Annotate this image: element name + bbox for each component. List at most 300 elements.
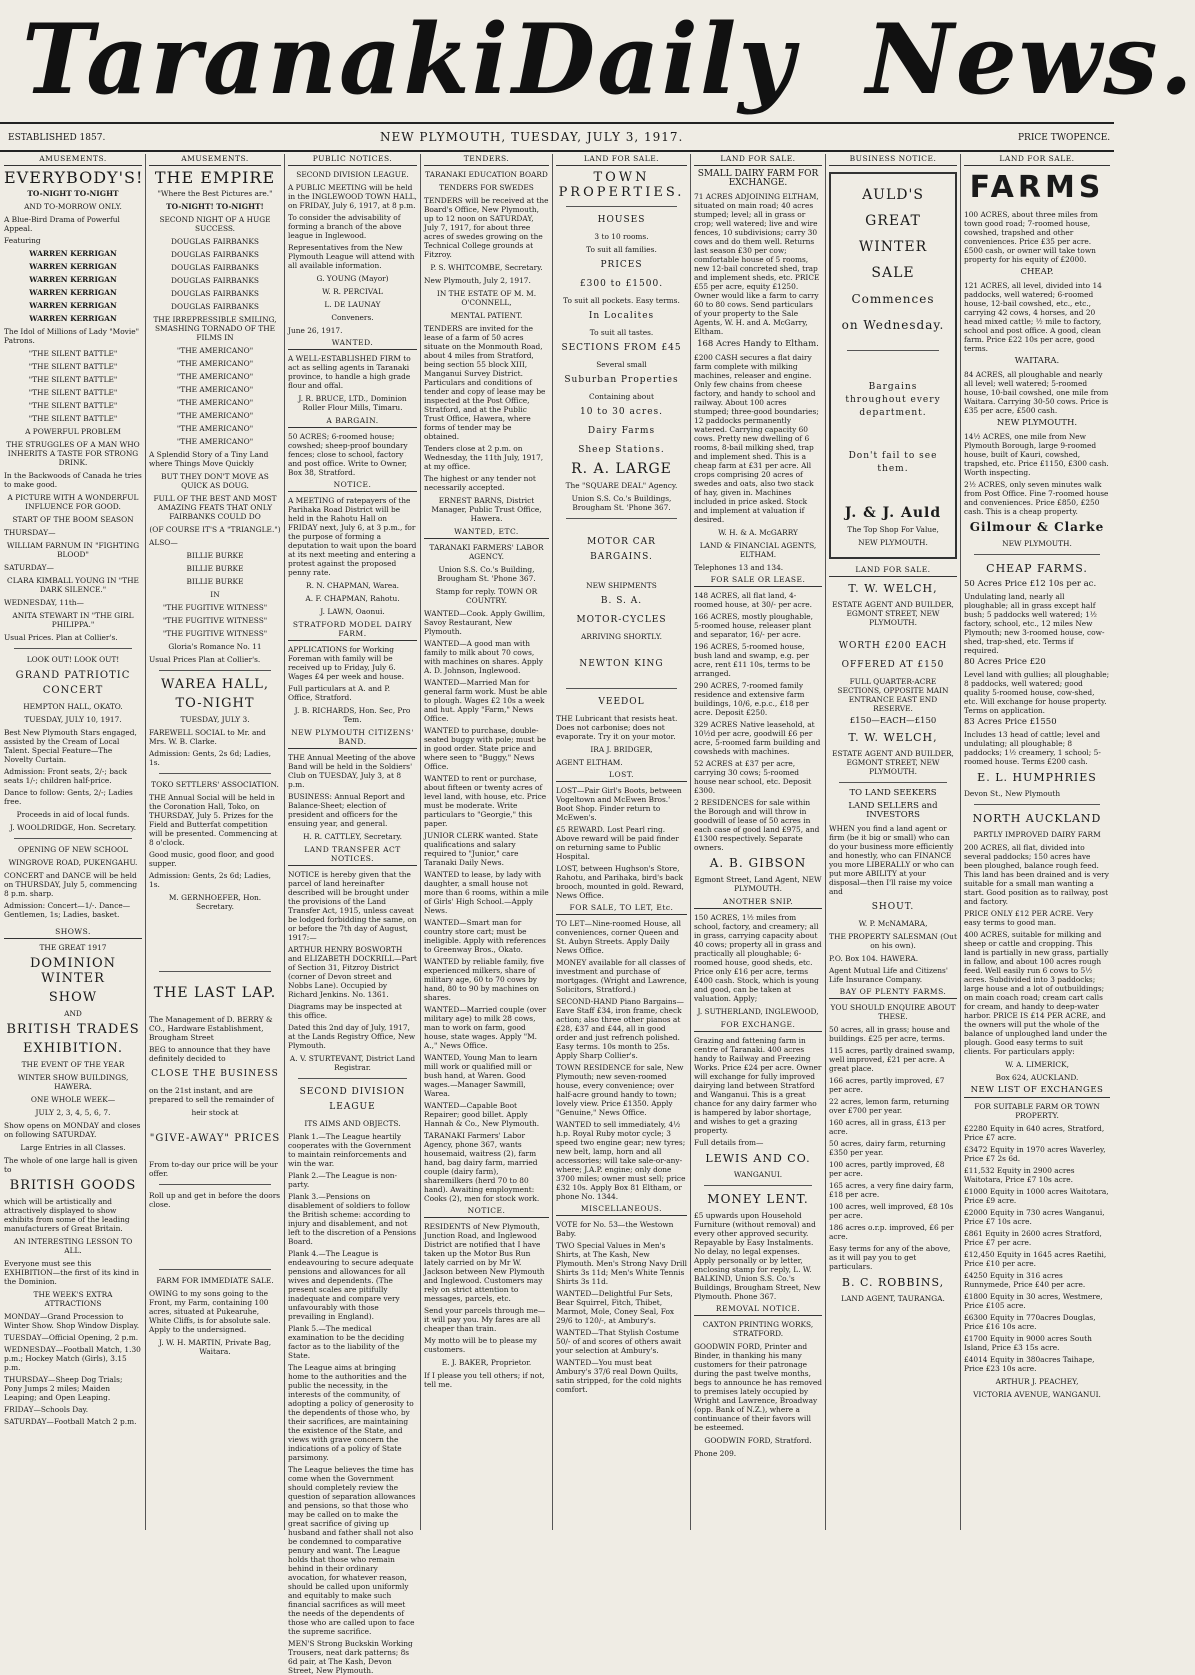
warea: WAREA HALL, [160, 677, 270, 692]
goodwin: GOODWIN FORD, Printer and Binder, in thanking his many customers for their patronage during the past twelve months, begs to announce he has removed to premises lately occupied by Wright and Lawrence, Broadway (opp. Bank of N.Z.), where a continuance of their favors will be esteemed. [694, 1342, 822, 1432]
tonight2: TO-NIGHT [175, 696, 255, 711]
splendid: A Splendid Story of a Tiny Land where Things Move Quickly [149, 450, 269, 468]
bay-heading: BAY OF PLENTY FARMS. [829, 987, 957, 999]
exchange-listing: £2280 Equity in 640 acres, Stratford, Price £7 acre. [964, 1124, 1105, 1142]
robbins2: LAND AGENT, TAURANGA. [841, 1294, 945, 1303]
several: Several small [596, 360, 647, 369]
percival: W. R. PERCIVAL [322, 287, 383, 296]
applications: APPLICATIONS for Working Foreman with family will be received up to Friday, July 6. Wages £4 per week and house. [288, 645, 404, 681]
exchange-listing: £4250 Equity in 316 acres Runnymede, Price £40 per acre. [964, 1271, 1086, 1289]
star-name: WARREN KERRIGAN [29, 314, 117, 323]
auld6: on Wednesday. [841, 318, 945, 332]
tastes: To suit all tastes. [589, 328, 654, 337]
houses: HOUSES [597, 215, 646, 225]
hall-given: The whole of one large hall is given to [4, 1156, 138, 1174]
and: AND [64, 1009, 82, 1018]
partly: PARTLY IMPROVED DAIRY FARM [973, 830, 1101, 839]
farewell: FAREWELL SOCIAL to Mr. and Mrs. W. B. Clarke. [149, 728, 266, 746]
british: BRITISH TRADES [6, 1022, 140, 1037]
square: The "SQUARE DEAL" Agency. [565, 481, 678, 490]
close: CLOSE THE BUSINESS [151, 1069, 279, 1079]
details: Full details from— [694, 1138, 764, 1147]
cash200: £200 CASH secures a flat dairy farm complete with milking machines, releaser and engine. Only few chains from cheese factory, and handy to school and railway. About 100 acres stumped; three-good boundaries; 12 paddocks permanently watered. Carrying capacity 60 cows. Pretty new dwelling of 6 rooms, 8-bail milking shed, trap and implement shed. This is a cheap farm at £31 per acre. All crops comprising 20 acres of swedes and oats, also two stack of hay, given in. Machines included in price asked. Stock and implement at valuation if desired. [694, 353, 819, 524]
a329: 329 ACRES Native leasehold, at 10½d per acre, goodwill £6 per acre, 5-roomed farm building and cowsheds with machines. [694, 720, 821, 756]
exchange-listing: £6300 Equity in 770acres Douglas, Price £16 10s acre. [964, 1313, 1096, 1331]
newlist-heading: NEW LIST OF EXCHANGES [964, 1086, 1110, 1098]
c80t: Level land with gullies; all ploughable; 8 paddocks, well watered; good quality 5-roomed house, cow-shed, etc. Will exchange for house property. Terms on application. [964, 670, 1110, 715]
struggles: THE STRUGGLES OF A MAN WHO INHERITS A TASTE FOR STRONG DRINK. [6, 440, 140, 467]
gloria: Gloria's Romance No. 11 [168, 642, 262, 651]
limerick: W. A. LIMERICK, [1005, 1060, 1069, 1069]
tonight: TO-NIGHT! TO-NIGHT! [166, 202, 264, 211]
thu: THURSDAY—Sheep Dog Trials; Pony Jumps 2 miles; Maiden Leaping; and Open Leaping. [4, 1375, 123, 1402]
film-title: "THE AMERICANO" [176, 424, 254, 433]
exchange-listing: £1800 Equity in 30 acres, Westmere, Price £105 acre. [964, 1292, 1103, 1310]
in: IN [210, 590, 220, 599]
admission2: Admission: Concert—1/-. Dance—Gentlemen, 1s; Ladies, basket. [4, 901, 131, 919]
a400: 400 ACRES, suitable for milking and sheep or cattle and cropping. This land is partially in new grass, partially in fallow, and about 100 acres rough feed. Well easily run 6 cows to 5½ acres. Subdivided into 3 paddocks; large house and a lot of outbuildings; on main coach road; cream cart calls for cream, and handy to deep-water harbor. PRICE IS £14 PER ACRE, and the owners will put the whole of the balance of unploughed land under the plough. Good easy terms to suit clients. For particulars apply: [964, 930, 1109, 1056]
farmers: TARANAKI Farmers' Labor Agency, phone 367, wants housemaid, waitress (2), farm hand, bag dairy farm, married couple (dairy farm), sharemilkers (herd 70 to 80 hand). Awaiting employment: Cooks (2), men for stock work. [424, 1131, 540, 1203]
fiveup: £5 upwards upon Household Furniture (without removal) and every other approved security. Repayable by Easy Instalments. No delay, no legal expenses. Apply personally or by letter, enclosing stamp for reply, L. W. BALKIND, Union S.S. Co.'s Buildings, Brougham Street, New Plymouth. Phone 367. [694, 1211, 821, 1301]
residence: TOWN RESIDENCE for sale, New Plymouth; new seven-roomed house, every convenience; over half-acre ground handy to town; lovely view. Price £1350. Apply "Genuine," News Office. [556, 1063, 684, 1117]
smiling: THE IRREPRESSIBLE SMILING, SMASHING TORNADO OF THE FILMS IN [153, 315, 277, 342]
column-land-for-sale-2 [694, 154, 822, 1530]
gernhoefer: M. GERNHOEFER, Hon. Secretary. [168, 893, 262, 911]
star-name: DOUGLAS FAIRBANKS [171, 289, 259, 298]
board: TARANAKI EDUCATION BOARD [425, 170, 548, 179]
lastlap: THE LAST LAP. [153, 985, 277, 1001]
opening: OPENING OF NEW SCHOOL [17, 845, 129, 854]
exhibition: EXHIBITION. [22, 1041, 124, 1056]
gibson-addr: Egmont Street, Land Agent, NEW PLYMOUTH. [694, 875, 822, 893]
a14: 14½ ACRES, one mile from New Plymouth Borough, large 9-roomed house, built of Kauri, cowshed, trapshed, etc. Price £1150, £300 cash. Worth inspecting. [964, 432, 1109, 477]
pair: LOST—Pair Girl's Boots, between Vogeltown and McEwen Bros.' Boot Shop. Finder return to McEwen's. [556, 786, 682, 822]
c80: 80 Acres Price £20 [964, 657, 1046, 667]
c50t: Undulating land, nearly all ploughable; all in grass except half bush; 5 paddocks well watered; 1½ factory, school, etc., 12 miles New Plymouth; new 3-roomed house, cow-shed, trap-shed, etc. Terms if required. [964, 592, 1105, 655]
masthead-word-news: News. [866, 3, 1195, 116]
a196: 196 ACRES, 5-roomed house, bush land and swamp, e.g. per acre, rent £11 10s, terms to be arranged. [694, 642, 811, 678]
landsale-heading: LAND FOR SALE. [829, 565, 957, 577]
problem: A POWERFUL PROBLEM [25, 427, 121, 436]
bags: WANTED—Delightful Fur Sets, Bear Squirrel, Fitch, Thibet, Marmot, Mole, Coney Seal, Fox 29/6 to 120/-, at Ambury's. [556, 1289, 675, 1325]
residences: 2 RESIDENCES for sale within the Borough and will throw in goodwill of lease of 50 acres in each case of good land £975, and £1300 respectively. Separate owners. [694, 798, 820, 852]
music: Good music, good floor, and good supper. [149, 850, 275, 868]
lookout: LOOK OUT! LOOK OUT! [26, 655, 120, 664]
highest: The highest or any tender not necessarily accepted. [424, 474, 536, 492]
when: WHEN you find a land agent or firm (be it big or small) who can do your business more efficiently and honestly, who can FINANCE you more LIBERALLY or who can put more ABILITY at your disposal—then I'll raise my voice and [829, 824, 955, 896]
grazing: Grazing and fattening farm in centre of Taranaki. 400 acres handy to Railway and Freezing Works. Price £24 per acre. Owner will exchange for fully improved dairying land between Stratford and Wanganui. This is a great chance for any dairy farmer who is hampered by labor shortage, and wishes to get a grazing property. [694, 1036, 822, 1135]
masthead-word-taranaki: Taranaki [22, 3, 511, 116]
masthead [0, 0, 1195, 124]
lease2: WANTED to lease, by lady with daughter, a small house not more than 6 rooms, within a mile of Girls' High School.—Apply News. [424, 870, 549, 915]
motto: "Where the Best Pictures are." [157, 189, 273, 198]
bay-listing: 186 acres o.r.p. improved, £6 per acre. [829, 1223, 954, 1241]
a290: 290 ACRES, 7-roomed family residence and extensive farm buildings, 10/6, e.p.c., £18 per acre. Deposit £250. [694, 681, 809, 717]
farms: FARMS [969, 170, 1105, 205]
bay-listing: 22 acres, lemon farm, returning over £700 per year. [829, 1097, 950, 1115]
price12: PRICE ONLY £12 PER ACRE. Very easy terms to good man. [964, 909, 1094, 927]
from: From to-day our price will be your offer. [149, 1160, 278, 1178]
witness: "THE FUGITIVE WITNESS" [162, 603, 268, 612]
stamp: Stamp for reply. TOWN OR COUNTRY. [435, 587, 538, 605]
section-heading: LAND FOR SALE. [556, 154, 687, 166]
event: THE EVENT OF THE YEAR [21, 1060, 125, 1069]
veedol: VEEDOL [598, 697, 645, 707]
column-rule [825, 154, 826, 1530]
gibson: A. B. GIBSON [709, 856, 807, 870]
fail: Don't fail to see them. [848, 451, 938, 474]
saturday: SATURDAY— [4, 563, 54, 572]
bay-listing: 165 acres, a very fine dairy farm, £18 per acre. [829, 1181, 954, 1199]
bay-listing: 50 acres, dairy farm, returning £350 per year. [829, 1139, 946, 1157]
entries: Large Entries in all Classes. [20, 1143, 126, 1152]
married: WANTED—Married Man for general farm work. Must be able to plough. Wages £2 10s a week and hut. Apply "Farm," News Office. [424, 678, 548, 723]
specials: TWO Special Values in Men's Shirts, at The Kash, New Plymouth. Men's Strong Navy Drill Shirts 3s 11d; Men's White Tennis Shirts 3s 11d. [556, 1241, 688, 1286]
misc-heading: MISCELLANEOUS. [556, 1204, 687, 1216]
mustbe: WANTED—You must beat Ambury's 37/6 real Down Quilts, satin stripped, for the cold nights comfort. [556, 1358, 682, 1394]
second: SECOND NIGHT OF A HUGE SUCCESS. [159, 215, 271, 233]
moneylent: MONEY LENT. [707, 1192, 809, 1206]
rent: WANTED to rent or purchase, about fifteen or twenty acres of level land, with house, etc. Price must be moderate. Write particulars to "Georgie," this paper. [424, 774, 547, 828]
star-name: DOUGLAS FAIRBANKS [171, 276, 259, 285]
vote: VOTE for No. 53—the Westown Baby. [556, 1220, 674, 1238]
fri: FRIDAY—Schools Day. [4, 1405, 89, 1414]
annualmtg: THE Annual Meeting of the above Band will be held in the Soldiers' Club on TUESDAY, July 3, at 8 p.m. [288, 753, 416, 789]
consider: To consider the advisability of forming a branch of the above league in Inglewood. [288, 213, 402, 240]
hereby: NOTICE is hereby given that the parcel of land hereinafter described will be brought under the provisions of the Land Transfer Act, 1915, unless caveat be lodged forbidding the same, on or before the 7th day of August, 1917:— [288, 870, 417, 942]
week: ONE WHOLE WEEK— [30, 1095, 116, 1104]
wanted-heading: WANTED, ETC. [424, 527, 549, 539]
shows-heading: SHOWS. [4, 927, 142, 939]
worth: WORTH £200 EACH [838, 641, 948, 651]
suburban: Suburban Properties [564, 375, 679, 385]
star-name: WARREN KERRIGAN [29, 301, 117, 310]
milk: WANTED—A good man with family to milk about 70 cows, with machines on shares. Apply A. D. Johnson, Inglewood. [424, 639, 543, 675]
bargains: Bargains throughout every department. [845, 382, 941, 418]
peachey: ARTHUR J. PEACHEY, [995, 1377, 1079, 1386]
stewart: ANITA STEWART IN "THE GIRL PHILIPPA." [12, 611, 134, 629]
notice-heading: NOTICE. [288, 480, 417, 492]
seekers: TO LAND SEEKERS [849, 788, 937, 798]
hall: HEMPTON HALL, OKATO. [23, 702, 123, 711]
king: NEWTON KING [579, 659, 664, 669]
welch3: T. W. WELCH, [848, 731, 938, 744]
send: Send your parcels through me—it will pay you. My fares are all cheaper than train. [424, 1306, 546, 1333]
sellers: LAND SELLERS and INVESTORS [848, 801, 938, 820]
exchange-listing: £4014 Equity in 380acres Taihape, Price £23 10s acre. [964, 1355, 1095, 1373]
course: (OF COURSE IT'S A "TRIANGLE.") [149, 525, 281, 534]
film-title: "THE SILENT BATTLE" [28, 414, 118, 423]
section-heading: BUSINESS NOTICE. [829, 154, 957, 166]
film-title: "THE SILENT BATTLE" [28, 362, 118, 371]
bsa: B. S. A. [600, 596, 643, 606]
star-name: WARREN KERRIGAN [29, 262, 117, 271]
star-name: DOUGLAS FAIRBANKS [171, 250, 259, 259]
column-business-notice [829, 154, 957, 1530]
suitable: FOR SUITABLE FARM OR TOWN PROPERTY. [974, 1102, 1100, 1120]
burke: BILLIE BURKE [186, 564, 244, 573]
a148: 148 ACRES, all flat land, 4-roomed house, at 30/- per acre. [694, 591, 812, 609]
auld5: Commences [851, 292, 935, 306]
please: If I please you tell others; if not, tell me. [424, 1371, 545, 1389]
gilmour: Gilmour & Clarke [969, 520, 1105, 534]
salesman: THE PROPERTY SALESMAN (Out on his own). [829, 932, 957, 950]
robbins: B. C. ROBBINS, [841, 1276, 945, 1289]
particulars: Full particulars at A. and P. Office, Stratford. [288, 684, 391, 702]
column-rule [420, 154, 421, 1530]
bridger: IRA J. BRIDGER, [590, 745, 653, 754]
estate: IN THE ESTATE OF M. M. O'CONNELL, [436, 289, 537, 307]
suit: To suit all families. [586, 245, 657, 254]
concert-date: TUESDAY, JULY 10, 1917. [24, 715, 122, 724]
prices: Usual Prices. Plan at Collier's. [4, 633, 118, 642]
barns: ERNEST BARNS, District Manager, Public Trust Office, Hawera. [431, 496, 542, 523]
column-tenders [424, 154, 549, 1530]
section-heading: AMUSEMENTS. [149, 154, 281, 166]
top2: NEW PLYMOUTH. [858, 538, 928, 547]
film-title: "THE SILENT BATTLE" [28, 388, 118, 397]
reps: Representatives from the New Plymouth League will attend with all available information. [288, 243, 415, 270]
rollup: Roll up and get in before the doors close. [149, 1191, 281, 1209]
whitcombe: P. S. WHITCOMBE, Secretary. [430, 263, 543, 272]
jj: J. & J. Auld [844, 505, 942, 521]
bay-listing: 50 acres, all in grass; house and buildings. £25 per acre, terms. [829, 1025, 951, 1043]
motto: My motto will be to please my customers. [424, 1336, 537, 1354]
welch4: ESTATE AGENT AND BUILDER, EGMONT STREET, NEW PLYMOUTH. [832, 749, 954, 776]
annual: THE Annual Social will be held in the Coronation Hall, Toko, on THURSDAY, July 5. Prizes for the Field and Butterfat competition will be presented. Commencing at 8 o'clock. [149, 793, 278, 847]
film-title: "THE AMERICANO" [176, 346, 254, 355]
film-title: "THE SILENT BATTLE" [28, 349, 118, 358]
cheap: CHEAP. [1020, 267, 1054, 277]
shipments: NEW SHIPMENTS [586, 581, 657, 590]
model-heading: STRATFORD MODEL DAIRY FARM. [288, 620, 417, 641]
monday: MONDAY—Grand Procession to Winter Show. Shop Window Display. [4, 1312, 140, 1330]
idol: The Idol of Millions of Lady "Movie" Patrons. [4, 327, 139, 345]
cheapfarms: CHEAP FARMS. [986, 562, 1088, 575]
transfer-heading: LAND TRANSFER ACT NOTICES. [288, 845, 417, 866]
prices: PRICES [600, 260, 643, 270]
pockets: To suit all pockets. Easy terms. [563, 296, 680, 305]
auld3: WINTER [858, 239, 928, 255]
dominion: DOMINION WINTER [29, 956, 117, 986]
plank1: Plank 1.—The League heartily cooperates with the Government to maintain reinforcements and win the war. [288, 1132, 412, 1168]
mcgarry: W. H. & A. McGARRY [718, 528, 798, 537]
dates: JULY 2, 3, 4, 5, 6, 7. [35, 1108, 111, 1117]
bay-listing: 166 acres, partly improved, £7 per acre. [829, 1076, 945, 1094]
sturtevant: A. V. STURTEVANT, District Land Registrar. [289, 1054, 416, 1072]
prices: Usual Prices Plan at Collier's. [149, 655, 261, 664]
film-title: "THE AMERICANO" [176, 385, 254, 394]
star-name: DOUGLAS FAIRBANKS [171, 237, 259, 246]
wingrove: WINGROVE ROAD, PUKENGAHU. [8, 858, 138, 867]
welch2: ESTATE AGENT AND BUILDER, EGMONT STREET, NEW PLYMOUTH. [832, 600, 954, 627]
a121: 121 ACRES, all level, divided into 14 paddocks, well watered; 6-roomed house, 12-bail cowshed, etc., etc., carrying 42 cows, 4 horses, and 20 head mixed cattle; ½ mile to factory, school and post office. A good, clean farm. Price £22 10s per acre, good terms. [964, 281, 1102, 353]
dated: Dated this 2nd day of July, 1917, at the Lands Registry Office, New Plymouth. [288, 1023, 416, 1050]
backwoods: In the Backwoods of Canada he tries to make good. [4, 471, 142, 489]
film-title: "THE SILENT BATTLE" [28, 401, 118, 410]
town: TOWN PROPERTIES. [558, 170, 685, 200]
enquire: YOU SHOULD ENQUIRE ABOUT THESE. [830, 1003, 956, 1021]
acres71: 71 ACRES ADJOINING ELTHAM, situated on main road; 40 acres stumped; level; all in grass or crop; well watered; live and wire fences, 10 subdivisions; carry 30 cows and do them well. Returns last season £30 per cow; comfortable house of 5 rooms, new 12-bail concreted shed, trap and implement sheds, etc. PRICE £55 per acre, equity £1250. Owner would like a farm to carry 60 to 80 cows. Send particulars of your property to the Sale Agents, W. H. and A. McGarry, Eltham. [694, 192, 820, 336]
exchange-listing: £2000 Equity in 730 acres Wanganui, Price £7 10s acre. [964, 1208, 1105, 1226]
bring: The League aims at bringing home to the authorities and the public the necessity, in the interests of the community, of adopting a policy of generosity to the dependents of those who, by their sacrifices, are maintaining the existence of the State, and views with grave concern the indications of a policy of State parsimony. [288, 1363, 414, 1462]
sheep: Sheep Stations. [578, 445, 665, 455]
column-public-notices [288, 154, 417, 1675]
box: P.O. Box 104. HAWERA. [829, 954, 919, 963]
farnum: WILLIAM FARNUM IN "FIGHTING BLOOD" [6, 541, 140, 559]
auld1: AULD'S [862, 187, 924, 203]
business: BUSINESS: Annual Report and Balance-Sheet; election of president and officers for the ensuing year, and general. [288, 792, 405, 828]
wooldridge: J. WOOLDRIDGE, Hon. Secretary. [9, 823, 137, 832]
also: ALSO— [149, 538, 178, 547]
phone: Phone 209. [694, 1449, 737, 1458]
boot: WANTED—Capable Boot Repairer; good billet. Apply Hannah & Co., New Plymouth. [424, 1101, 540, 1128]
acres: 10 to 30 acres. [579, 407, 664, 417]
section-heading: PUBLIC NOTICES. [288, 154, 417, 166]
tenders: TENDERS will be received at the Board's Office, New Plymouth, up to 12 noon on SATURDAY, July 7, 1917, for about three acres of swedes growing on the Technical College grounds at Fitzroy. [424, 196, 549, 259]
a84: 84 ACRES, all ploughable and nearly all level; well watered; 5-roomed house, 10-bail cowshed, one mile from Waitara. Carrying 30-50 cows. Price is £35 per acre, £500 cash. [964, 370, 1109, 415]
family: WANTED by reliable family, five experienced milkers, share of military age, 60 to 70 cows by hand, 80 to 90 by machines on shares. [424, 957, 544, 1002]
money: MONEY available for all classes of investment and purchase of mortgages. (Wright and Lawrence, Solicitors, Stratford.) [556, 958, 687, 994]
film-title: "THE AMERICANO" [176, 411, 254, 420]
established: ESTABLISHED 1857. [8, 133, 106, 143]
plank2: Plank 2.—The League is non-party. [288, 1171, 398, 1189]
quarter: FULL QUARTER-ACRE SECTIONS, OPPOSITE MAIN ENTRANCE EAST END RESERVE. [837, 677, 949, 713]
auld4: SALE [871, 265, 915, 281]
goodwin2: GOODWIN FORD, Stratford. [704, 1436, 812, 1445]
concert: GRAND PATRIOTIC CONCERT [15, 670, 131, 696]
wednesday: WEDNESDAY, 11th— [4, 598, 84, 607]
column-rule [690, 154, 691, 1530]
column-land-for-sale-1 [556, 154, 687, 1530]
exchange-listing: £11,532 Equity in 2900 acres Waitotara, Price £7 10s acre. [964, 1166, 1075, 1184]
meeting: A PUBLIC MEETING will be held in the INGLEWOOD TOWN HALL, on FRIDAY, July 6, 1917, at 8 p.m. [288, 183, 417, 210]
salelease-heading: FOR SALE OR LEASE. [694, 575, 822, 587]
burke: BILLIE BURKE [186, 577, 244, 586]
c50: 50 Acres Price £12 10s per ac. [964, 579, 1097, 589]
auld-sale-ad [829, 172, 957, 559]
np: NEW PLYMOUTH. [996, 418, 1078, 428]
everyone: Everyone must see this EXHIBITION—the first of its kind in the Dominion. [4, 1259, 139, 1286]
shout: SHOUT. [871, 902, 915, 912]
c83t: Includes 13 head of cattle; level and undulating; all ploughable; 8 paddocks; 1½ creamery, 1 school; 5-roomed house. Terms £200 cash. [964, 730, 1101, 766]
great: THE GREAT 1917 [39, 943, 107, 952]
richards: J. B. RICHARDS, Hon. Sec, Pro Tem. [294, 706, 411, 724]
film-title: "THE SILENT BATTLE" [28, 375, 118, 384]
witness: "THE FUGITIVE WITNESS" [162, 616, 268, 625]
young: G. YOUNG (Mayor) [316, 274, 389, 283]
star-name: WARREN KERRIGAN [29, 249, 117, 258]
store: WANTED—Smart man for country store cart; must be ineligible. Apply with references to Greenway Bros., Okato. [424, 918, 546, 954]
welch: T. W. WELCH, [848, 582, 938, 595]
lease: TENDERS are invited for the lease of a farm of 50 acres situate on the Monmouth Road, about 4 miles from Stratford, being section 55 block XIII, Manganui Survey District. Particulars and conditions of tender and copy of lease may be inspected at the Post Office, Stratford, and at the Public Trust Office, Hawera, where forms of tender may be obtained. [424, 324, 546, 441]
bruce: J. R. BRUCE, LTD., Dominion Roller Flour Mills, Timaru. [298, 394, 407, 412]
owners: ARTHUR HENRY BOSWORTH and ELIZABETH DOCKRILL—Part of Section 31, Fitzroy District (corner of Devon street and Nobbs Lane). Occupied by Richard Jenkins. No. 1361. [288, 945, 417, 999]
film-title: "THE AMERICANO" [176, 359, 254, 368]
lost-heading: LOST. [556, 770, 687, 782]
on21: on the 21st instant, and are prepared to sell the remainder of [149, 1086, 274, 1104]
exchange: SMALL DAIRY FARM FOR EXCHANGE. [697, 169, 819, 188]
plank4: Plank 4.—The League is endeavouring to secure adequate pensions and allowances for all wives and dependents. (The present scales are pitifully inadequate and compare very unfavourably with those prevailing in England). [288, 1249, 414, 1321]
column-rule [145, 154, 146, 1530]
dateline [0, 124, 1114, 152]
firm: A WELL-ESTABLISHED FIRM to act as selling agents in Taranaki province, to handle a high grade flour and offal. [288, 354, 411, 390]
film-title: "THE AMERICANO" [176, 437, 254, 446]
humphries: E. L. HUMPHRIES [977, 771, 1097, 784]
mcnamara: W. P. McNAMARA, [858, 919, 928, 928]
concert2: CONCERT and DANCE will be held on THURSDAY, July 5, commencing 8 p.m. sharp. [4, 871, 138, 898]
section-heading: LAND FOR SALE. [694, 154, 822, 166]
a150: 150 ACRES, 1½ miles from school, factory, and creamery; all in grass, carrying capacity about 40 cows; property all in grass and practically all ploughable; 6-roomed house, good sheds, etc. Price only £16 per acre, terms £400 cash. Stock, which is young and good, can be taken at valuation. Apply; [694, 913, 822, 1003]
np: New Plymouth, July 2, 1917. [424, 276, 531, 285]
diagrams: Diagrams may be inspected at this office. [288, 1002, 402, 1020]
cattley: H. R. CATTLEY, Secretary. [303, 832, 402, 841]
league2: SECOND DIVISION LEAGUE [299, 1087, 406, 1112]
admission: Admission: Front seats, 2/-; back seats 1/-; children half-price. [4, 767, 127, 785]
bargain-heading: A BARGAIN. [288, 416, 417, 428]
cycles: MOTOR-CYCLES [576, 615, 667, 625]
farmsale: FARM FOR IMMEDIATE SALE. [156, 1276, 274, 1285]
union: Union S.S. Co.'s Building, Brougham St. 'Phone 367. [437, 565, 536, 583]
large-addr: Union S.S. Co.'s Buildings, Brougham St. 'Phone 367. [571, 494, 672, 512]
tel: Telephones 13 and 134. [694, 563, 784, 572]
proceeds: Proceeds in aid of local funds. [16, 810, 130, 819]
plank3: Plank 3.—Pensions on disablement of soldiers to follow the British scheme: according to injury and disablement, and not left to the discretion of a Pensions Board. [288, 1192, 417, 1246]
humphries2: Devon St., New Plymouth [964, 789, 1061, 798]
bay-listing: 160 acres, all in grass, £13 per acre. [829, 1118, 946, 1136]
extra: THE WEEK'S EXTRA ATTRACTIONS [33, 1290, 113, 1308]
a200: 200 ACRES, all flat, divided into several paddocks; 150 acres have been ploughed, balance rough feed. This land has been drained and is very suitable for a small man wanting a start. Good position as to railway, post and factory. [964, 843, 1109, 906]
column-amusements-1 [4, 154, 142, 1530]
rooms: 3 to 10 rooms. [594, 232, 649, 241]
martin: J. W. H. MARTIN, Private Bag, Waitara. [158, 1338, 272, 1356]
picture: A PICTURE WITH A WONDERFUL INFLUENCE FOR GOOD. [7, 493, 139, 511]
a2: 2½ ACRES, only seven minutes walk from Post Office. Fine 7-roomed house and conveniences. Price £850, £250 cash. This is a cheap property. [964, 480, 1109, 516]
auld2: GREAT [865, 213, 921, 229]
blouses: WANTED—That Stylish Costume 50/- of and scores of others await your selection at Ambury's. [556, 1328, 682, 1355]
gilmour2: NEW PLYMOUTH. [1002, 539, 1072, 548]
section-heading: AMUSEMENTS. [4, 154, 142, 166]
top: The Top Shop For Value, [847, 525, 939, 534]
caxton: CAXTON PRINTING WORKS, STRATFORD. [702, 1320, 814, 1338]
open: Show opens on MONDAY and closes on following SATURDAY. [4, 1121, 141, 1139]
baker: E. J. BAKER, Proprietor. [441, 1358, 532, 1367]
film-title: "THE AMERICANO" [176, 372, 254, 381]
but: BUT THEY DON'T MOVE AS QUICK AS DOUG. [161, 472, 269, 490]
each: £150—EACH—£150 [849, 716, 937, 726]
lawn: J. LAWN, Oaonui. [320, 607, 385, 616]
sat: SATURDAY—Football Match 2 p.m. [4, 1417, 137, 1426]
featuring: Featuring [4, 236, 41, 245]
giveaway: "GIVE-AWAY" PRICES [149, 1133, 281, 1144]
witness: "THE FUGITIVE WITNESS" [162, 629, 268, 638]
goods: BRITISH GOODS [9, 1178, 137, 1193]
exchange-listing: £1000 Equity in 1000 acres Waitotara, Price £9 acre. [964, 1187, 1109, 1205]
cook: WANTED—Cook. Apply Gwillim, Savoy Restaurant, New Plymouth. [424, 609, 546, 636]
lubricant: THE Lubricant that resists heat. Does not carbonise; does not evaporate. Try it on your motor. [556, 714, 678, 741]
mens: MEN'S Strong Buckskin Working Trousers, neat dark patterns; 8s 6d pair, at The Kash, Devon Street, New Plymouth. [288, 1639, 413, 1675]
column-rule [552, 154, 553, 1530]
limerick2: Box 624, AUCKLAND. [995, 1073, 1079, 1082]
offered: OFFERED AT £150 [841, 660, 945, 670]
north: NORTH AUCKLAND [972, 812, 1102, 825]
rahotu: LOST, between Hughson's Store, Rahotu, and Parihaka, bird's back brooch, mounted in gold. Reward, News Office. [556, 864, 684, 900]
column-rule [960, 154, 961, 1530]
show: SHOW [48, 990, 98, 1005]
exchange-listing: £861 Equity in 2600 acres Stratford, Price £7 per acre. [964, 1229, 1102, 1247]
star-name: WARREN KERRIGAN [29, 288, 117, 297]
star-name: WARREN KERRIGAN [29, 275, 117, 284]
